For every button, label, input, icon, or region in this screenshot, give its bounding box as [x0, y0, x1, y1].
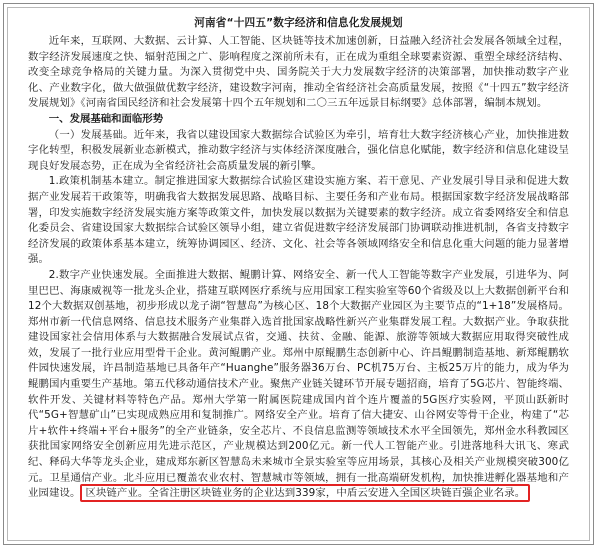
blockchain-highlight: 区块链产业。全省注册区块链业务的企业达到339家，中盾云安进入全国区块链百强企业名录。: [80, 484, 530, 502]
basis-paragraph: （一）发展基础。近年来，我省以建设国家大数据综合试验区为牵引，培育壮大数字经济核心产业，加快推进数字化转型，积极发展新业态新模式，推动数字经济与实体经济深度融合，强化信息化赋能，数字经济和信息化建设呈现良好发展态势，正在成为全省经济社会高质量发展的新引擎。: [28, 128, 569, 172]
document-frame: [3, 3, 594, 545]
intro-paragraph: 近年来，互联网、大数据、云计算、人工智能、区块链等技术加速创新，日益融入经济社会发展各领域全过程，数字经济发展速度之快、辐射范围之广、影响程度之深前所未有，正在成为重组全球要素资源、重塑全球经济结构、改变全球竞争格局的关键力量。为深入贯彻党中央、国务院关于大力发展数字经济的决策部署，加快推动数字产业化、产业数字化，做大做强做优数字经济，建设数字河南，推动全省经济社会高质量发展，按照《“十四五”数字经济发展规划》《河南省国民经济和社会发展第十四个五年规划和二〇三五年远景目标纲要》总体部署，编制本规划。: [28, 35, 569, 110]
industry-paragraph-text: 2.数字产业快速发展。全面推进大数据、鲲鹏计算、网络安全、新一代人工智能等数字产业发展，引进华为、阿里巴巴、海康威视等一批龙头企业，搭建互联网医疗系统与应用国家工程实验室等60个省级及以上大数据创新平台和12个大数据双创基地，初步形成以龙子湖“智慧岛”为核心区、18个大数据产业园区为主要节点的“1+18”发展格局。郑州市新一代信息网络、信息技术服务产业集群入选首批国家战略性新兴产业集群发展工程。大数据产业。争取获批建设国家社会信用体系与大数据融合发展试点省，交通、扶贫、金融、能源、旅游等领域大数据应用取得突破性成效，发展了一批行业应用型骨干企业。黄河鲲鹏产业。郑州中原鲲鹏生态创新中心、许昌鲲鹏制造基地、新郑鲲鹏软件园快速发展，许昌制造基地已具备年产“Huanghe”服务器36万台、PC机75万台、主板25万片的能力，成为华为鲲鹏国内重要生产基地。第五代移动通信技术产业。聚焦产业链关键环节开展专题招商，培育了5G芯片、智能终端、软件开发、关键材料等特色产品。郑州大学第一附属医院建成国内首个连片覆盖的5G医疗实验网，平顶山跃新时代“5G+智慧矿山”已实现成熟应用和复制推广。网络安全产业。培育了信大捷安、山谷网安等骨干企业，构建了“芯片+软件+终端+平台+服务”的全产业链条，安全芯片、不良信息监测等领域技术水平全国领先，郑州金水科教园区获批国家网络安全创新应用先进示范区，产业规模达到200亿元。新一代人工智能产业。引进落地科大讯飞、寒武纪、释码大华等龙头企业，建成郑东新区智慧岛未来城市全景实验室等应用场景，其核心及相关产业规模突破300亿元。卫星通信产业。北斗应用已覆盖农业农村、智慧城市等领域，拥有一批高端研发机构，加快推进孵化器基地和产业园建设。: [28, 268, 569, 500]
section-heading: 一、发展基础和面临形势: [48, 112, 164, 125]
document-body: [7, 7, 590, 541]
industry-paragraph: [28, 268, 569, 502]
document-title: 河南省“十四五”数字经济和信息化发展规划: [194, 17, 403, 29]
policy-paragraph: 1.政策机制基本建立。制定推进国家大数据综合试验区建设实施方案、若干意见、产业发展引导目录和促进大数据产业发展若干政策等，明确我省大数据发展思路、战略目标、主要任务和产业布局。根据国家数字经济发展战略部署，印发实施数字经济发展实施方案等政策文件，加快发展以数据为关键要素的数字经济。成立省委网络安全和信息化委员会、省建设国家大数据综合试验区领导小组，建立省促进数字经济发展部门协调联动推进机制，各省支持数字经济发展的政策体系基本建立，统筹协调园区、经济、文化、社会等各领域网络安全和信息化重大问题的能力显著增强。: [28, 175, 569, 266]
